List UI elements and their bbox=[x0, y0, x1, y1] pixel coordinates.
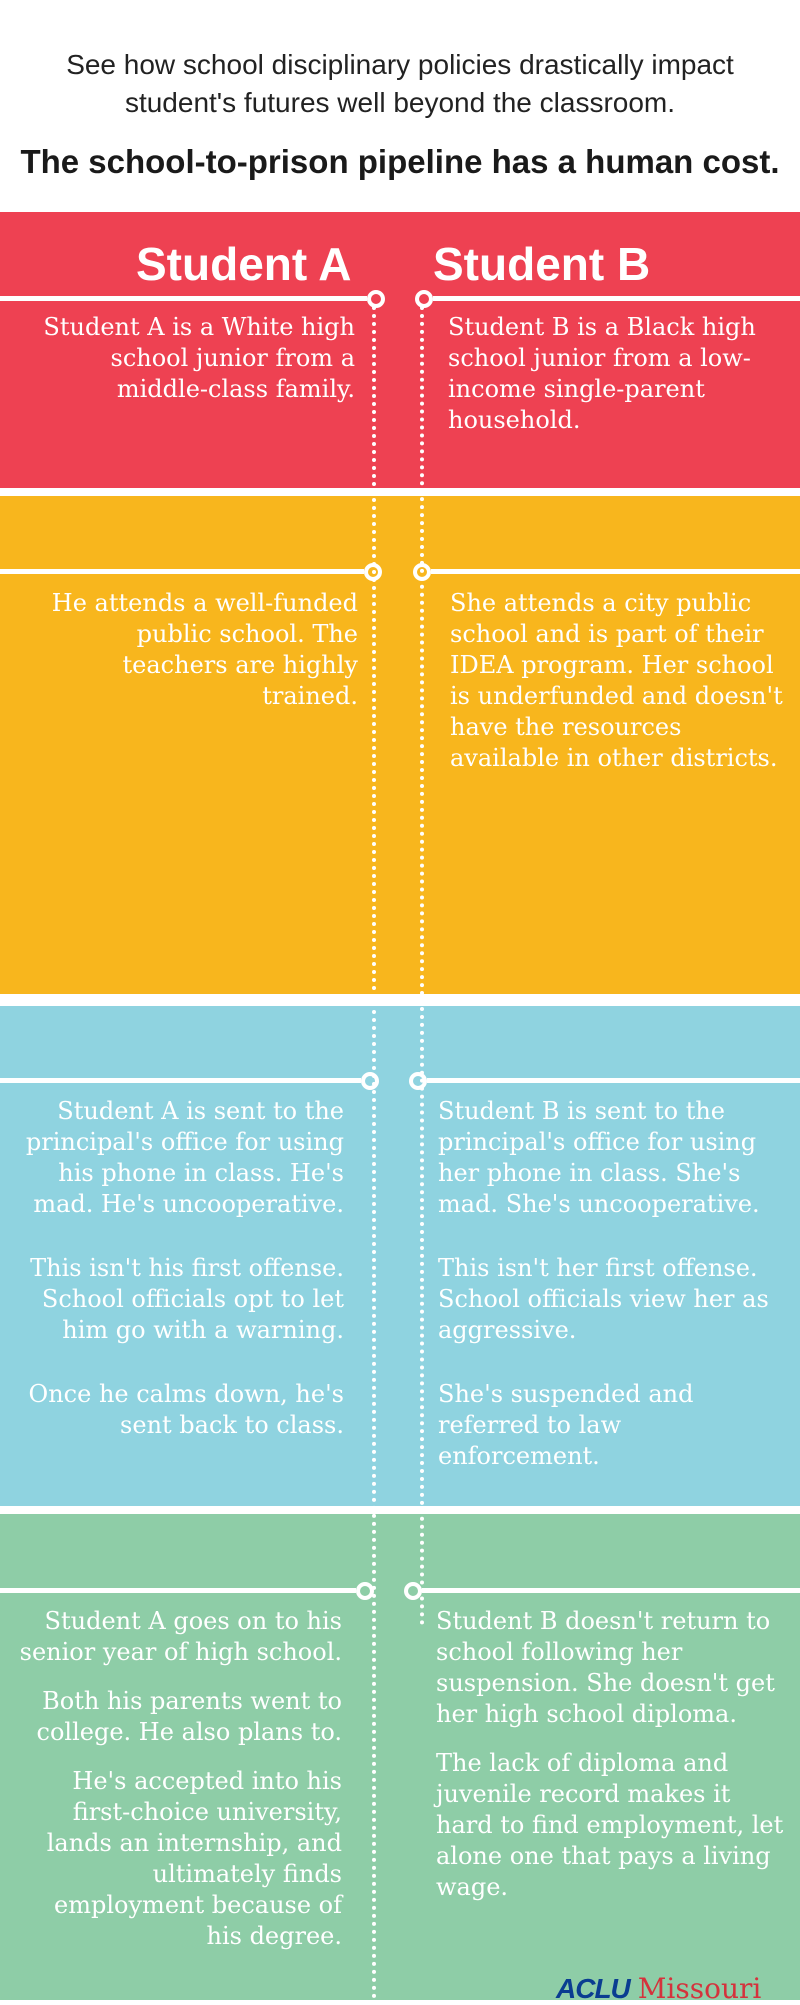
timeline-branch-left bbox=[0, 296, 367, 301]
text-paragraph: Once he calms down, he's sent back to class. bbox=[28, 1380, 344, 1439]
timeline-branch-right bbox=[433, 296, 800, 301]
section-4-student-a-text bbox=[12, 1606, 342, 1970]
section-1-student-b-text bbox=[448, 312, 788, 469]
text-paragraph: This isn't her first offense. School officials view her as aggressive. bbox=[438, 1254, 769, 1344]
logo-state: Missouri bbox=[637, 1972, 762, 2005]
student-a-heading: Student A bbox=[136, 238, 352, 290]
text-paragraph: The lack of diploma and juvenile record makes it hard to find employment, let alone one that pays a living wage. bbox=[436, 1749, 784, 1901]
timeline-node-a bbox=[367, 290, 385, 308]
text-paragraph: Student B is a Black high school junior from a low-income single-parent household. bbox=[448, 313, 756, 434]
timeline-branch-left bbox=[0, 1078, 361, 1083]
section-2-student-a-text bbox=[40, 588, 358, 745]
text-paragraph: Student A is sent to the principal's office for using his phone in class. He's mad. He's uncooperative. bbox=[25, 1097, 344, 1218]
timeline-branch-left bbox=[0, 1588, 356, 1593]
text-paragraph: She attends a city public school and is part of their IDEA program. Her school is underfunded and doesn't have the resources available in other districts. bbox=[450, 589, 783, 772]
section-3-student-a-text bbox=[20, 1096, 344, 1474]
intro-subtitle: See how school disciplinary policies drastically impact student's futures well beyond the classroom. bbox=[66, 49, 734, 118]
logo-brand: ACLU bbox=[556, 1973, 630, 2004]
intro-section bbox=[0, 0, 800, 212]
timeline-node-b bbox=[409, 1072, 427, 1090]
section-4-student-b-text bbox=[436, 1606, 788, 1921]
section-3-student-b-text bbox=[438, 1096, 790, 1505]
timeline-node-b bbox=[415, 290, 433, 308]
timeline-line-a bbox=[372, 306, 376, 2000]
text-paragraph: Student A goes on to his senior year of high school. bbox=[19, 1607, 342, 1666]
aclu-missouri-logo bbox=[556, 1972, 761, 2005]
section-2-student-b-text bbox=[450, 588, 790, 807]
timeline-branch-right bbox=[431, 569, 800, 574]
text-paragraph: He attends a well-funded public school. The teachers are highly trained. bbox=[51, 589, 358, 710]
student-b-heading: Student B bbox=[433, 238, 651, 290]
text-paragraph: Student B doesn't return to school following her suspension. She doesn't get her high school diploma. bbox=[436, 1607, 775, 1728]
text-paragraph: This isn't his first offense. School officials opt to let him go with a warning. bbox=[30, 1254, 344, 1344]
timeline-node-a bbox=[361, 1072, 379, 1090]
text-paragraph: He's accepted into his first-choice university, lands an internship, and ultimately finds employment because of his degree. bbox=[46, 1767, 342, 1950]
text-paragraph: Student B is sent to the principal's office for using her phone in class. She's mad. She's uncooperative. bbox=[438, 1097, 760, 1218]
timeline-branch-right bbox=[422, 1588, 800, 1593]
text-paragraph: She's suspended and referred to law enforcement. bbox=[438, 1380, 694, 1470]
timeline-branch-left bbox=[0, 569, 364, 574]
timeline-line-b bbox=[420, 306, 424, 1626]
text-paragraph: Both his parents went to college. He also plans to. bbox=[36, 1687, 342, 1746]
timeline-branch-right bbox=[427, 1078, 800, 1083]
section-1-student-a-text bbox=[20, 312, 355, 438]
intro-title: The school-to-prison pipeline has a human cost. bbox=[20, 143, 780, 180]
text-paragraph: Student A is a White high school junior from a middle-class family. bbox=[43, 313, 355, 403]
